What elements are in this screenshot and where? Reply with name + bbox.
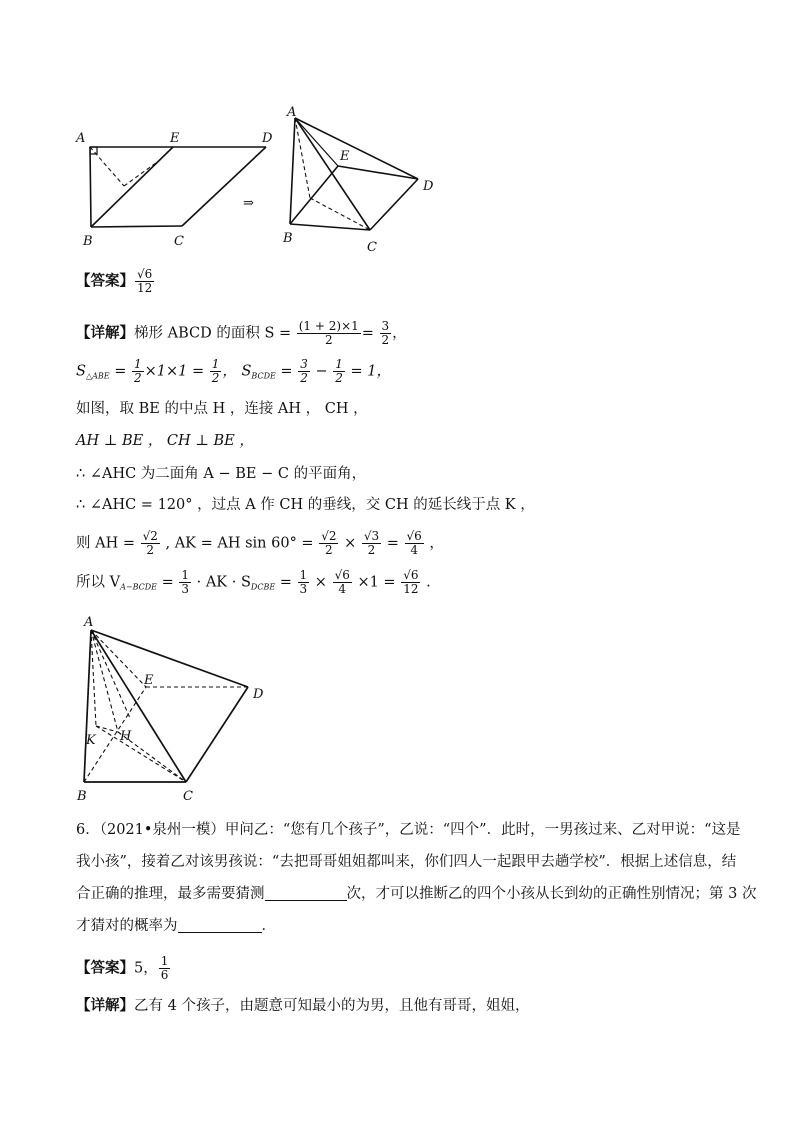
q5-detail-line1: [76, 320, 407, 347]
pyramid-hidden-edges: [84, 630, 248, 782]
fig2-label-c: C: [183, 789, 193, 804]
ak-s: · AK · S: [192, 574, 251, 591]
ah-text: 则 AH =: [76, 535, 140, 552]
frac-den: 6: [160, 968, 169, 982]
q6-line4-b: ．: [261, 918, 276, 934]
answer-tag: 【答案】: [76, 959, 134, 977]
frac: [333, 358, 345, 385]
frac-den: 2: [367, 543, 376, 557]
q5-detail-line8: [76, 569, 431, 598]
frac: [362, 530, 381, 557]
area-text: 梯形 ABCD 的面积 S =: [134, 325, 296, 342]
q6-line2: 我小孩”，接着乙对该男孩说：“去把哥哥姐姐都叫来，你们四人一起跟甲去趟学校”．根据上述信息，结: [76, 854, 737, 870]
frac-den: 2: [381, 333, 390, 347]
fig2-label-k: K: [86, 733, 96, 748]
pyramid-solid-edges: [84, 630, 248, 782]
frac-den: 2: [133, 371, 142, 385]
q6-detail: [76, 996, 529, 1016]
frac-num: (1 + 2)×1: [298, 319, 359, 333]
frac-den: 2: [146, 543, 155, 557]
fig1-label-d: D: [262, 131, 273, 146]
fig1r-label-c: C: [367, 240, 377, 255]
q6-line3: [76, 884, 756, 904]
detail-tag: 【详解】: [76, 324, 134, 342]
frac-den: 2: [335, 371, 343, 385]
frac: [319, 530, 338, 557]
frac-num: 1: [181, 568, 189, 582]
frac-num: √2: [142, 529, 158, 543]
v-sub: A−BCDE: [120, 582, 157, 592]
q6-line3-b: 次，才可以推断乙的四个小孩从长到幼的正确性别情况；第 3 次: [346, 886, 757, 902]
frac-num: √2: [321, 529, 337, 543]
times: ×: [310, 574, 332, 591]
frac: [141, 530, 160, 557]
fig1r-label-e: E: [340, 149, 350, 164]
s2: ， S: [222, 363, 252, 380]
s-sub: △ABE: [85, 371, 110, 381]
frac-den: 4: [410, 543, 418, 557]
fig1r-label-a: A: [287, 105, 297, 120]
frac-den: 12: [403, 582, 419, 596]
area-result: [380, 320, 392, 347]
frac-num: 1: [335, 357, 343, 371]
eq: =: [156, 574, 179, 591]
eq: =: [275, 574, 297, 591]
frac-den: 4: [338, 582, 347, 596]
frac: [298, 358, 310, 385]
answer-den: 12: [137, 281, 153, 295]
answer-fraction: [159, 955, 171, 982]
q6-answer: [76, 955, 171, 982]
frac-num: √6: [403, 568, 419, 582]
trapezoid-abcd: [90, 147, 266, 227]
q5-detail-line6: ∴ ∠AHC = 120° ，过点 A 作 CH 的垂线，交 CH 的延长线于点 K ，: [76, 497, 535, 513]
answer-tag: 【答案】: [76, 272, 134, 290]
frac: [298, 569, 310, 596]
figure-pyramid-kh: [70, 610, 290, 805]
folded-pyramid: [290, 118, 418, 230]
area-fraction: [297, 320, 361, 347]
frac-num: √6: [406, 529, 422, 543]
fig1-label-e: E: [170, 131, 180, 146]
q6-line4: [76, 916, 276, 936]
q5-detail-line2: [76, 358, 391, 387]
q5-detail-line5: ∴ ∠AHC 为二面角 A − BE − C 的平面角，: [76, 466, 367, 482]
punct: ，: [392, 325, 407, 342]
equals: =: [361, 325, 379, 342]
answer-five: 5，: [134, 960, 158, 977]
frac-den: 3: [181, 582, 189, 596]
answer-blank-1[interactable]: [265, 886, 347, 901]
frac: [333, 569, 352, 596]
s-sub: DCBE: [250, 582, 276, 592]
q6-line1: 6．（2021•泉州一模）甲问乙：“您有几个孩子”，乙说：“四个”．此时，一男孩过来、乙对甲说：“这是: [76, 822, 741, 838]
fig2-label-e: E: [144, 673, 154, 688]
punct: ，: [424, 535, 444, 552]
frac: [179, 569, 191, 596]
frac-num: 1: [160, 954, 169, 968]
frac: [401, 569, 420, 596]
fig2-label-d: D: [253, 687, 264, 702]
q5-detail-line4: AH ⊥ BE ， CH ⊥ BE ，: [76, 433, 254, 449]
frac-den: 2: [211, 371, 220, 385]
times-one: ×1 =: [352, 574, 401, 591]
frac-num: 1: [133, 357, 142, 371]
figure-trapezoid-fold: [70, 100, 450, 260]
frac-num: 1: [299, 568, 308, 582]
frac: [405, 530, 424, 557]
frac-num: √6: [334, 568, 350, 582]
result: = 1，: [345, 363, 391, 380]
frac: [132, 358, 144, 385]
s-symbol: S: [76, 363, 86, 380]
punct: .: [421, 574, 431, 591]
s2-sub: BCDE: [251, 371, 276, 381]
fig2-label-h: H: [120, 729, 132, 744]
eq: =: [382, 535, 404, 552]
q6-line3-a: 合正确的推理，最多需要猜测: [76, 886, 265, 902]
answer-blank-2[interactable]: [178, 918, 262, 933]
frac-den: 2: [325, 543, 333, 557]
frac-num: 1: [211, 357, 220, 371]
v-text: 所以 V: [76, 574, 121, 591]
fig1r-label-b: B: [283, 231, 293, 246]
frac-num: √3: [363, 529, 380, 543]
fig1r-label-d: D: [423, 179, 434, 194]
frac-num: 3: [381, 319, 390, 333]
fig1-label-a: A: [76, 131, 86, 146]
fold-arrow-icon: ⇒: [243, 196, 254, 211]
q6-line4-a: 才猜对的概率为: [76, 918, 178, 934]
frac-den: 2: [324, 333, 333, 347]
eq: =: [275, 363, 298, 380]
times: ×: [339, 535, 361, 552]
q5-detail-line3: 如图，取 BE 的中点 H ，连接 AH ， CH ，: [76, 401, 368, 417]
eq: =: [109, 363, 131, 380]
ak-text: , AK = AH sin 60° =: [160, 535, 319, 552]
detail-tag: 【详解】: [76, 997, 134, 1014]
q5-detail-line7: [76, 530, 444, 557]
fig2-label-b: B: [77, 789, 87, 804]
fig1-label-b: B: [83, 234, 93, 249]
fig1-label-c: C: [174, 234, 184, 249]
frac: [210, 358, 222, 385]
detail-text: 乙有 4 个孩子，由题意可知最小的为男，且他有哥哥，姐姐，: [134, 998, 530, 1014]
mul: ×1×1 =: [144, 363, 209, 380]
frac-den: 3: [299, 582, 308, 596]
answer-fraction: [135, 268, 154, 295]
frac-den: 2: [300, 371, 308, 385]
q5-answer: [76, 268, 155, 295]
fig2-label-a: A: [84, 615, 94, 630]
frac-num: 3: [300, 357, 308, 371]
answer-num: √6: [137, 267, 153, 281]
minus: −: [310, 363, 333, 380]
